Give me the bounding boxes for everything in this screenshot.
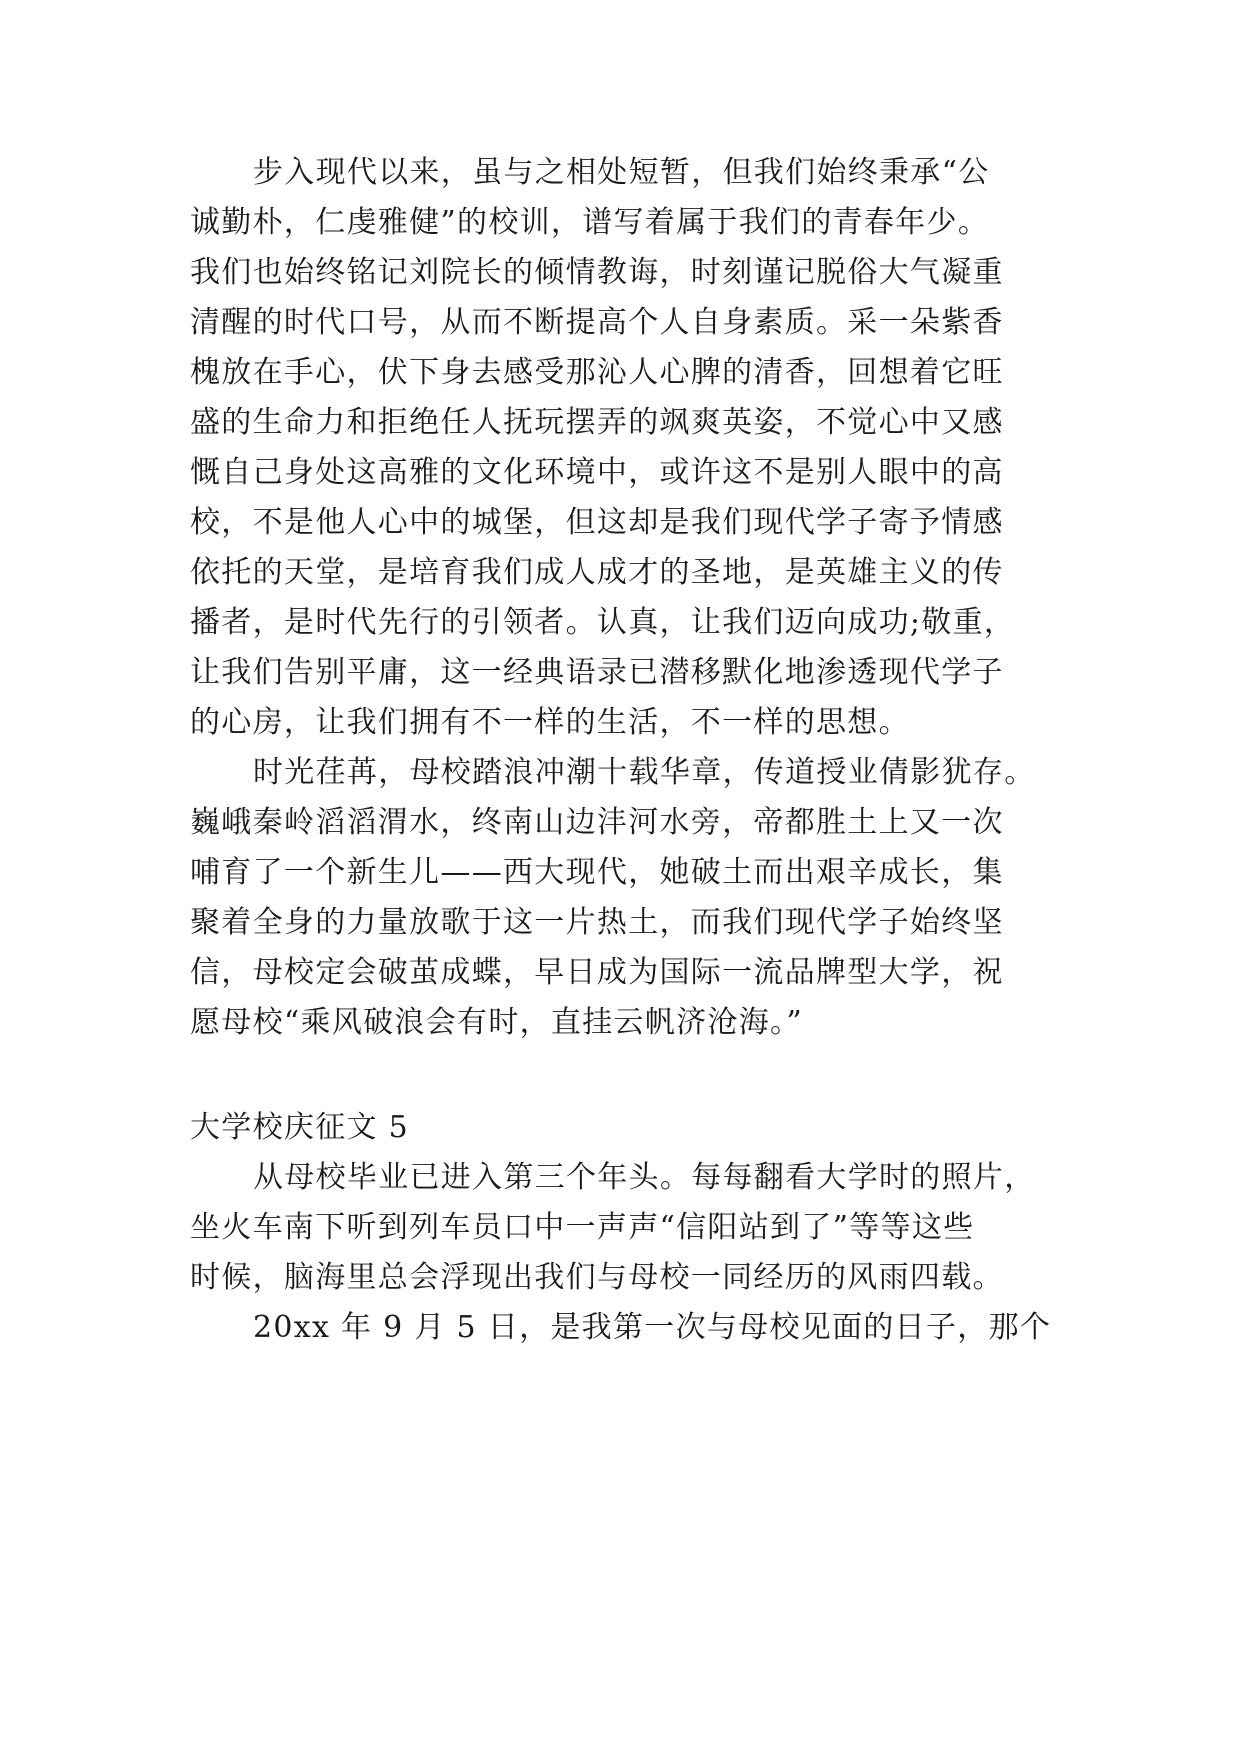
- paragraph-line: 从母校毕业已进入第三个年头。每每翻看大学时的照片，: [253, 1160, 1036, 1195]
- paragraph-line: 慨自己身处这高雅的文化环境中，或许这不是别人眼中的高: [190, 455, 1004, 490]
- paragraph-line: 清醒的时代口号，从而不断提高个人自身素质。采一朵紫香: [190, 305, 1004, 340]
- paragraph-line: 校，不是他人心中的城堡，但这却是我们现代学子寄予情感: [190, 505, 1004, 540]
- paragraph-line: 步入现代以来，虽与之相处短暂，但我们始终秉承“公: [253, 155, 990, 190]
- paragraph-line: 时光荏苒，母校踏浪冲潮十载华章，传道授业倩影犹存。: [253, 755, 1036, 790]
- paragraph-line: 聚着全身的力量放歌于这一片热土，而我们现代学子始终坚: [190, 905, 1004, 940]
- paragraph-line: 时候，脑海里总会浮现出我们与母校一同经历的风雨四载。: [190, 1260, 1004, 1295]
- paragraph-line: 20xx 年 9 月 5 日，是我第一次与母校见面的日子，那个: [253, 1310, 1052, 1345]
- section-heading: 大学校庆征文 5: [190, 1110, 410, 1145]
- paragraph-line: 依托的天堂，是培育我们成人成才的圣地，是英雄主义的传: [190, 555, 1004, 590]
- paragraph-line: 槐放在手心，伏下身去感受那沁人心脾的清香，回想着它旺: [190, 355, 1004, 390]
- paragraph-line: 盛的生命力和拒绝任人抚玩摆弄的飒爽英姿，不觉心中又感: [190, 405, 1004, 440]
- paragraph-line: 愿母校“乘风破浪会有时，直挂云帆济沧海。”: [190, 1005, 803, 1040]
- paragraph-line: 诚勤朴，仁虔雅健”的校训，谱写着属于我们的青春年少。: [190, 205, 990, 240]
- paragraph-line: 我们也始终铭记刘院长的倾情教诲，时刻谨记脱俗大气凝重: [190, 255, 1004, 290]
- paragraph-line: 播者，是时代先行的引领者。认真，让我们迈向成功;敬重，: [190, 605, 1016, 640]
- paragraph-line: 让我们告别平庸，这一经典语录已潜移默化地渗透现代学子: [190, 655, 1004, 690]
- paragraph-line: 巍峨秦岭滔滔渭水，终南山边沣河水旁，帝都胜土上又一次: [190, 805, 1004, 840]
- paragraph-line: 坐火车南下听到列车员口中一声声“信阳站到了”等等这些: [190, 1210, 975, 1245]
- paragraph-line: 信，母校定会破茧成蝶，早日成为国际一流品牌型大学，祝: [190, 955, 1004, 990]
- paragraph-line: 的心房，让我们拥有不一样的生活，不一样的思想。: [190, 705, 910, 740]
- paragraph-line: 哺育了一个新生儿——西大现代，她破土而出艰辛成长，集: [190, 855, 1004, 890]
